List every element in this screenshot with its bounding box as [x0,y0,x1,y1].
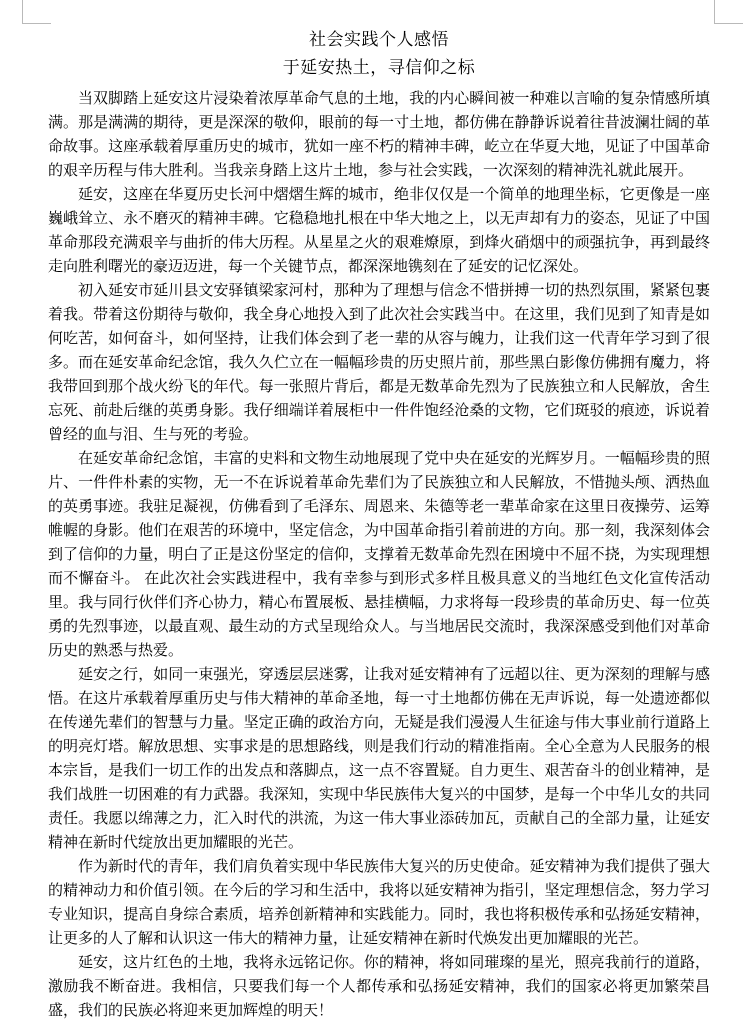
paragraph-6: 作为新时代的青年，我们肩负着实现中华民族伟大复兴的历史使命。延安精神为我们提供了强大的精神动力和价值引领。在今后的学习和生活中，我将以延安精神为指引，坚定理想信念，努力学习专业知识，提高自身综合素质，培养创新精神和实践能力。同时，我也将积极传承和弘扬延安精神，让更多的人了解和认识这一伟大的精神力量，让延安精神在新时代焕发出更加耀眼的光芒。 [48,858,710,947]
paragraph-1: 当双脚踏上延安这片浸染着浓厚革命气息的土地，我的内心瞬间被一种难以言喻的复杂情感所填满。那是满满的期待，更是深深的敬仰，眼前的每一寸土地，都仿佛在静静诉说着往昔波澜壮阔的革命故事。这座承载着厚重历史的城市，犹如一座不朽的精神丰碑，屹立在华夏大地，见证了中国革命的艰辛历程与伟大胜利。当我亲身踏上这片土地，参与社会实践，一次深刻的精神洗礼就此展开。 [48,90,710,179]
document-content [48,26,710,1023]
crop-mark-top-left-icon [22,0,51,24]
document-title: 社会实践个人感悟 [309,30,449,49]
paragraph-7: 延安，这片红色的土地，我将永远铭记你。你的精神，将如同璀璨的星光，照亮我前行的道路，激励我不断奋进。我相信，只要我们每一个人都传承和弘扬延安精神，我们的国家必将更加繁荣昌盛，我们的民族必将迎来更加辉煌的明天！ [48,954,710,1019]
paragraph-4: 在延安革命纪念馆，丰富的史料和文物生动地展现了党中央在延安的光辉岁月。一幅幅珍贵的照片、一件件朴素的实物，无一不在诉说着革命先辈们为了民族独立和人民解放，不惜抛头颅、洒热血的英勇事迹。我驻足凝视，仿佛看到了毛泽东、周恩来、朱德等老一辈革命家在这里日夜操劳、运筹帷幄的身影。他们在艰苦的环境中，坚定信念，为中国革命指引着前进的方向。那一刻，我深刻体会到了信仰的力量，明白了正是这份坚定的信仰，支撑着无数革命先烈在困境中不屈不挠，为实现理想而不懈奋斗。 在此次社会实践进程中，我有幸参与到形式多样且极具意义的当地红色文化宣传活动里。我与同行伙伴们齐心协力，精心布置展板、悬挂横幅，力求将每一段珍贵的革命历史、每一位英勇的先烈事迹，以最直观、最生动的方式呈现给众人。与当地居民交流时，我深深感受到他们对革命历史的熟悉与热爱。 [48,450,710,659]
document-subtitle: 于延安热土，寻信仰之标 [282,58,476,77]
crop-mark-top-right-icon [714,0,743,24]
paragraph-5: 延安之行，如同一束强光，穿透层层迷雾，让我对延安精神有了远超以往、更为深刻的理解与感悟。在这片承载着厚重历史与伟大精神的革命圣地，每一寸土地都仿佛在无声诉说，每一处遗迹都似在传递先辈们的智慧与力量。坚定正确的政治方向，无疑是我们漫漫人生征途与伟大事业前行道路上的明亮灯塔。解放思想、实事求是的思想路线，则是我们行动的精准指南。全心全意为人民服务的根本宗旨，是我们一切工作的出发点和落脚点，这一点不容置疑。自力更生、艰苦奋斗的创业精神，是我们战胜一切困难的有力武器。我深知，实现中华民族伟大复兴的中国梦，是每一个中华儿女的共同责任。我愿以绵薄之力，汇入时代的洪流，为这一伟大事业添砖加瓦，贡献自己的全部力量，让延安精神在新时代绽放出更加耀眼的光芒。 [48,666,710,851]
paragraph-3: 初入延安市延川县文安驿镇梁家河村，那种为了理想与信念不惜拼搏一切的热烈氛围，紧紧包裹着我。带着这份期待与敬仰，我全身心地投入到了此次社会实践当中。在这里，我们见到了知青是如何吃苦，如何奋斗，如何坚持，让我们体会到了老一辈的从容与魄力，让我们这一代青年学习到了很多。而在延安革命纪念馆，我久久伫立在一幅幅珍贵的历史照片前，那些黑白影像仿佛拥有魔力，将我带回到那个战火纷飞的年代。每一张照片背后，都是无数革命先烈为了民族独立和人民解放，舍生忘死、前赴后继的英勇身影。我仔细端详着展柜中一件件饱经沧桑的文物，它们斑驳的痕迹，诉说着曾经的血与泪、生与死的考验。 [48,282,710,443]
paragraph-2: 延安，这座在华夏历史长河中熠熠生辉的城市，绝非仅仅是一个简单的地理坐标，它更像是一座巍峨耸立、永不磨灭的精神丰碑。它稳稳地扎根在中华大地之上，以无声却有力的姿态，见证了中国革命那段充满艰辛与曲折的伟大历程。从星星之火的艰难燎原，到烽火硝烟中的顽强抗争，再到最终走向胜利曙光的豪迈迈进，每一个关键节点，都深深地镌刻在了延安的记忆深处。 [48,186,710,275]
